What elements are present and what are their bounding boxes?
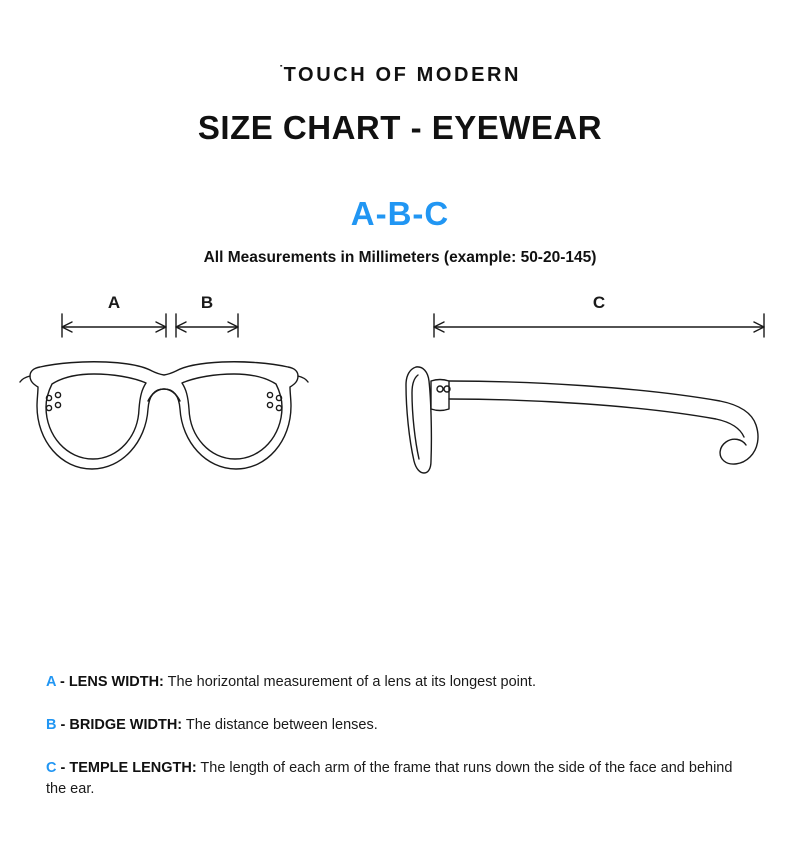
abc-letter-b: B: [387, 195, 413, 232]
legend-term-lens-width: LENS WIDTH:: [68, 674, 164, 690]
legend-key-c: C: [46, 760, 57, 777]
abc-letter-c: C: [424, 195, 450, 232]
legend-desc-bridge-width: The distance between lenses.: [182, 717, 378, 734]
brand-tick: ˙: [278, 62, 284, 78]
legend-dash-a: -: [55, 674, 69, 690]
legend-item-temple-length: [46, 758, 756, 800]
abc-dash-2: -: [412, 195, 425, 232]
legend-key-b: B: [46, 717, 57, 734]
brand-name: TOUCH OF MODERN: [283, 64, 522, 86]
size-chart-page: [0, 64, 800, 864]
abc-letter-a: A: [350, 195, 376, 232]
label-b: B: [200, 293, 214, 312]
measurement-note: All Measurements in Millimeters (example: 50-20-145): [203, 249, 597, 266]
legend-dash-b: -: [56, 717, 70, 734]
brand-title: [0, 64, 800, 87]
page-title: SIZE CHART - EYEWEAR: [197, 109, 603, 146]
legend-item-lens-width: [46, 672, 756, 693]
legend-term-bridge-width: BRIDGE WIDTH:: [69, 717, 183, 734]
label-c: C: [592, 293, 606, 312]
abc-dash-1: -: [375, 195, 388, 232]
legend-desc-lens-width: The horizontal measurement of a lens at its longest point.: [163, 674, 536, 690]
label-a: A: [107, 293, 121, 312]
eyeglasses-front-view: [20, 362, 308, 469]
legend-desc-temple-length: The length of each arm of the frame that runs down the side of the face and behind the ear.: [46, 760, 733, 798]
legend-item-bridge-width: [46, 715, 756, 736]
abc-subhead: [0, 195, 800, 233]
eyeglasses-side-view: [406, 367, 758, 473]
dimension-a-arrow: [62, 314, 166, 337]
legend-key-a: A: [46, 674, 56, 690]
legend-dash-c: -: [56, 760, 70, 777]
legend-term-temple-length: TEMPLE LENGTH:: [69, 760, 197, 777]
dimension-c-arrow: [434, 314, 764, 337]
eyewear-diagram: [0, 289, 800, 549]
dimension-b-arrow: [176, 314, 238, 337]
